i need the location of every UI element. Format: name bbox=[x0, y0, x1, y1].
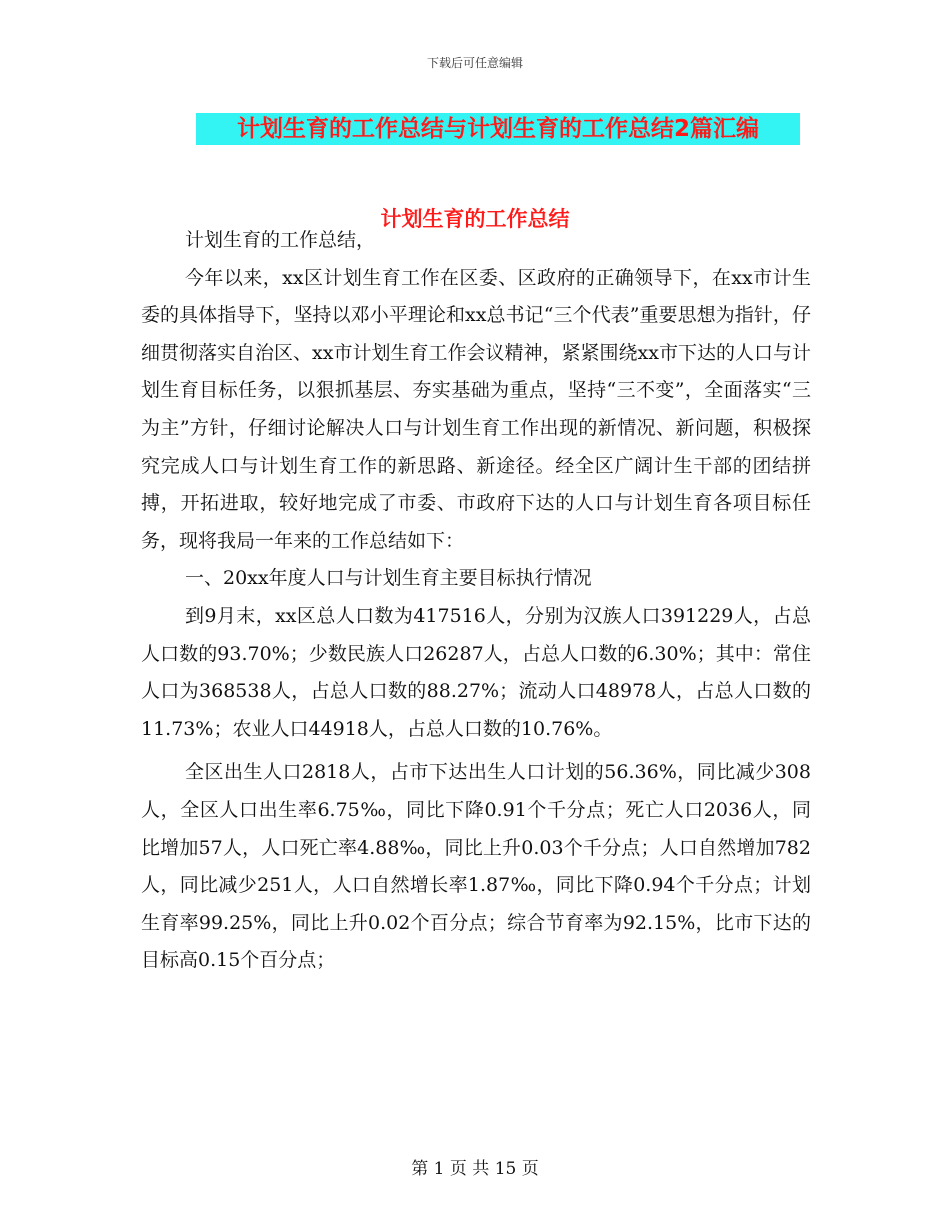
section-title: 计划生育的工作总结 bbox=[380, 207, 570, 231]
paragraph-heading-1: 一、20xx年度人口与计划生育主要目标执行情况 bbox=[185, 567, 592, 590]
document-body bbox=[141, 222, 811, 980]
page-header-note: 下载后可任意编辑 bbox=[426, 56, 523, 70]
page-footer: 第 1 页 共 15 页 bbox=[411, 1159, 539, 1179]
paragraph-population: 到9月末，xx区总人口数为417516人，分别为汉族人口391229人，占总人口数的93.70%；少数民族人口26287人，占总人口数的6.30%；其中：常住人口为368538人，占总人口数的88.27%；流动人口48978人，占总人口数的11.73%；农业人口44918人，占总人口数的10.76%。 bbox=[141, 604, 811, 740]
paragraph-greeting: 计划生育的工作总结， bbox=[185, 229, 376, 251]
paragraph-intro: 今年以来，xx区计划生育工作在区委、区政府的正确领导下，在xx市计生委的具体指导下，坚持以邓小平理论和xx总书记“三个代表”重要思想为指针，仔细贯彻落实自治区、xx市计划生育工作会议精神，紧紧围绕xx市下达的人口与计划生育目标任务，以狠抓基层、夯实基础为重点，坚持“三不变”，全面落实“三为主”方针，仔细讨论解决人口与计划生育工作出现的新情况、新问题，积极探究完成人口与计划生育工作的新思路、新途径。经全区广阔计生干部的团结拼搏，开拓进取，较好地完成了市委、市政府下达的人口与计划生育各项目标任务，现将我局一年来的工作总结如下： bbox=[141, 266, 811, 552]
paragraph-birth-rates: 全区出生人口2818人，占市下达出生人口计划的56.36%，同比减少308人，全区人口出生率6.75‰，同比下降0.91个千分点；死亡人口2036人，同比增加57人，人口死亡率4.88‰，同比上升0.03个千分点；人口自然增加782人，同比减少251人，人口自然增长率1.87‰，同比下降0.94个千分点；计划生育率99.25%，同比上升0.02个百分点；综合节育率为92.15%，比市下达的目标高0.15个百分点； bbox=[141, 761, 811, 972]
document-main-title: 计划生育的工作总结与计划生育的工作总结2篇汇编 bbox=[196, 113, 800, 145]
